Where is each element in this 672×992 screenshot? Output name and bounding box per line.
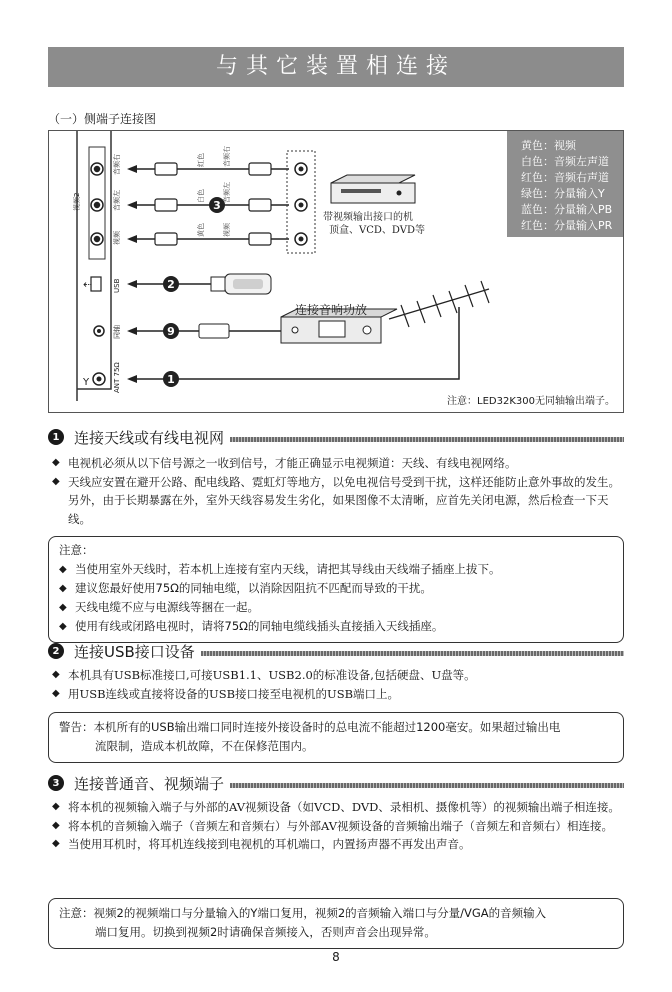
section-3-note-box — [48, 898, 624, 949]
warning-line-1 — [59, 718, 613, 737]
note-text-2: 端口复用。切换到视频2时请确保音频接入，否则声音会出现异常。 — [95, 925, 436, 939]
legend-item: 绿色：分量输入Y — [521, 187, 605, 200]
section-1-note-box — [48, 536, 624, 643]
legend-item: 红色：音频右声道 — [521, 171, 609, 184]
connection-diagram — [48, 130, 624, 413]
callout-9-label: 9 — [167, 325, 175, 338]
device-label-line1: 带视频输出接口的机 — [323, 212, 413, 223]
cable-label-white: 白色 — [197, 189, 205, 203]
warning-label: 警告： — [59, 720, 94, 734]
av-jacks — [91, 163, 103, 245]
heading-rule — [230, 783, 624, 788]
usb-symbol-icon: ⇠ — [83, 278, 93, 291]
device-label — [323, 211, 425, 237]
note-line-1 — [59, 904, 613, 923]
port-label-video: 视频 — [113, 231, 121, 245]
note-item: ◆ 天线电缆不应与电源线等捆在一起。 — [59, 598, 613, 617]
callout-3-label: 3 — [213, 199, 221, 212]
page-number: 8 — [332, 950, 340, 964]
bullet-item: ◆ 将本机的视频输入端子与外部的AV视频设备（如VCD、DVD、录相机、摄像机等）的视频输出端子相连接。 — [52, 798, 622, 817]
bullet-item: ◆ 本机具有USB标准接口,可接USB1.1、USB2.0的标准设备,包括硬盘、U盘等。 — [52, 666, 622, 685]
bullet-item: ◆ 天线应安置在避开公路、配电线路、霓虹灯等地方，以免电视信号受到干扰，这样还能防止意外事故的发生。另外，由于长期暴露在外，室外天线容易发生劣化，如果图像不太清晰，应首先关闭电源，然后检查一下天线。 — [52, 473, 622, 529]
section-1-title: 连接天线或有线电视网 — [74, 428, 225, 447]
section-2-heading — [48, 640, 624, 662]
section-2-number: 2 — [48, 643, 64, 659]
bullet-item: ◆ 当使用耳机时，将耳机连线接到电视机的耳机端口，内置扬声器不再发出声音。 — [52, 835, 622, 854]
antenna-symbol-icon: Y — [83, 377, 90, 388]
color-legend — [507, 131, 623, 237]
dvd-player-icon — [331, 175, 415, 203]
warning-text-2: 流限制，造成本机故障，不在保修范围内。 — [95, 739, 314, 753]
section-1-number: 1 — [48, 429, 64, 445]
diagram-note: 注意：LED32K300无同轴输出端子。 — [447, 396, 615, 407]
section-2-warning-box — [48, 712, 624, 763]
port-label-coaxial: 同轴 — [113, 325, 121, 339]
note-item: ◆ 当使用室外天线时，若本机上连接有室内天线，请把其导线由天线端子插座上拔下。 — [59, 560, 613, 579]
device-label-line2: 顶盒、VCD、DVD等 — [329, 225, 425, 236]
section-3-heading — [48, 772, 624, 794]
section-subtitle: （一）侧端子连接图 — [48, 112, 157, 126]
legend-item: 白色：音频左声道 — [521, 155, 609, 168]
usb-stick-icon — [211, 274, 271, 294]
section-1-bullets — [52, 454, 622, 528]
bullet-item: ◆ 用USB连线或直接将设备的USB接口接至电视机的USB端口上。 — [52, 685, 622, 704]
legend-item: 黄色：视频 — [521, 139, 576, 152]
outdoor-antenna-icon — [389, 281, 489, 327]
port-label-ant: ANT 75Ω — [113, 362, 121, 393]
cable-label-video: 视频 — [223, 223, 231, 237]
note-title: 注意： — [59, 543, 94, 557]
note-item: ◆ 使用有线或闭路电视时，请将75Ω的同轴电缆线插头直接插入天线插座。 — [59, 617, 613, 636]
cable-label-audio-r: 音频右 — [223, 146, 231, 167]
bullet-item: ◆ 电视机必须从以下信号源之一收到信号，才能正确显示电视频道：天线、有线电视网络。 — [52, 454, 622, 473]
legend-item: 蓝色：分量输入PB — [521, 203, 613, 216]
heading-rule — [201, 651, 624, 656]
note-label: 注意： — [59, 906, 94, 920]
callout-1-label: 1 — [167, 373, 175, 386]
warning-text-1: 本机所有的USB输出端口同时连接外接设备时的总电流不能超过1200毫安。如果超过输出电 — [93, 720, 561, 734]
cable-label-red: 红色 — [197, 153, 205, 167]
legend-item: 红色：分量输入PR — [521, 219, 613, 232]
heading-rule — [230, 437, 624, 442]
port-label-usb: USB — [113, 278, 121, 293]
section-1-heading — [48, 426, 624, 448]
cable-label-yellow: 黄色 — [197, 223, 205, 237]
page-title: 与其它装置相连接 — [48, 47, 624, 87]
port-label-audio-r: 音频右 — [113, 154, 121, 175]
section-3-number: 3 — [48, 775, 64, 791]
usb-port — [91, 277, 101, 291]
note-item: ◆ 建议您最好使用75Ω的同轴电缆，以消除因阻抗不匹配而导致的干扰。 — [59, 579, 613, 598]
bullet-item: ◆ 将本机的音频输入端子（音频左和音频右）与外部AV视频设备的音频输出端子（音频左和音频右）相连接。 — [52, 817, 622, 836]
section-3-title: 连接普通音、视频端子 — [74, 774, 225, 793]
section-3-bullets — [52, 798, 622, 854]
note-text-1: 视频2的视频端口与分量输入的Y端口复用，视频2的音频输入端口与分量/VGA的音频输入 — [93, 906, 547, 920]
port-label-audio-l: 音频左 — [113, 190, 121, 211]
cable-label-audio-l: 音频左 — [223, 182, 231, 203]
callout-2-label: 2 — [167, 278, 175, 291]
section-2-bullets — [52, 666, 622, 703]
section-2-title: 连接USB接口设备 — [74, 642, 195, 661]
port-label-video2: 视频2 — [73, 192, 81, 211]
amp-label: 连接音响功放 — [295, 303, 368, 317]
